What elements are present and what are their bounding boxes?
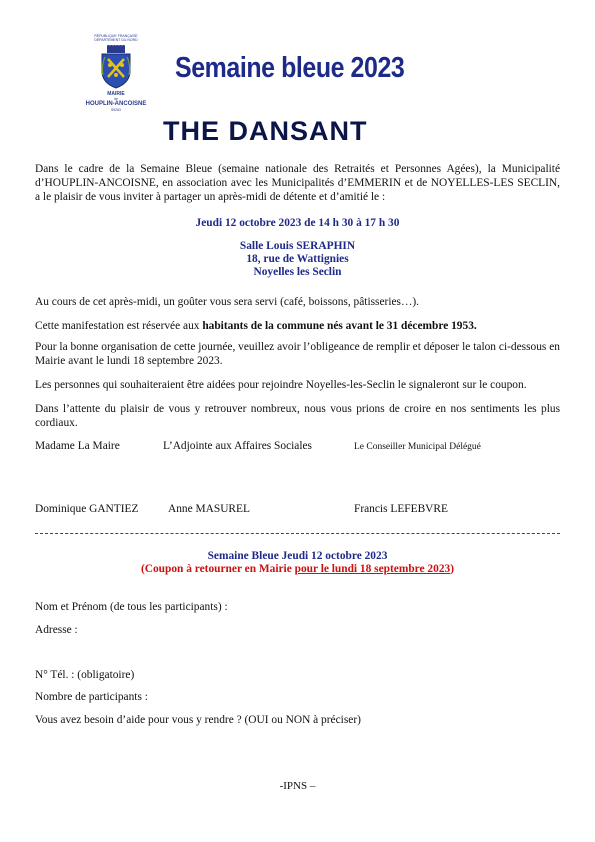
field-participants[interactable]: Nombre de participants : [35, 691, 148, 703]
footer-ipns: -IPNS – [279, 780, 316, 792]
reserved-paragraph [35, 319, 560, 333]
name-mayor: Dominique GANTIEZ [35, 503, 139, 515]
municipal-logo [80, 34, 152, 112]
venue-street: 18, rue de Wattignies [246, 253, 349, 265]
logo-mairie: MAIRIE [107, 91, 125, 97]
role-councillor: Le Conseiller Municipal Délégué [354, 442, 481, 452]
logo-department: DÉPARTEMENT DU NORD [94, 38, 138, 42]
intro-paragraph: Dans le cadre de la Semaine Bleue (semaine nationale des Retraités et Personnes Agées), la Municipalité d’HOUPLIN-ANCOISNE, en association avec les Municipalités d’EMMERIN et de NOYELLES-LES SECLIN, a le plaisir de vous inviter à partager un après-midi de détente et d’amitié le : [35, 163, 560, 203]
logo-de: de [114, 97, 118, 101]
name-deputy: Anne MASUREL [168, 503, 250, 515]
field-phone[interactable]: N° Tél. : (obligatoire) [35, 669, 135, 681]
event-date: Jeudi 12 octobre 2023 de 14 h 30 à 17 h 30 [195, 217, 400, 229]
venue-name: Salle Louis SERAPHIN [239, 240, 356, 252]
event-subtitle: THE DANSANT [163, 116, 368, 146]
logo-town: HOUPLIN-ANCOISNE [85, 101, 147, 107]
event-title: Semaine bleue 2023 [175, 52, 405, 84]
reserved-bold: habitants de la commune nés avant le 31 décembre 1953. [202, 320, 477, 332]
name-councillor: Francis LEFEBVRE [354, 503, 448, 515]
field-help[interactable]: Vous avez besoin d’aide pour vous y rendre ? (OUI ou NON à préciser) [35, 714, 361, 726]
help-paragraph: Les personnes qui souhaiteraient être aidées pour rejoindre Noyelles-les-Seclin le signaleront sur le coupon. [35, 379, 527, 391]
reserved-text: Cette manifestation est réservée aux [35, 320, 203, 332]
coupon-return-pre: (Coupon à retourner en Mairie [140, 563, 295, 575]
field-address[interactable]: Adresse : [35, 624, 78, 636]
field-names[interactable]: Nom et Prénom (de tous les participants) : [35, 601, 228, 613]
snack-paragraph: Au cours de cet après-midi, un goûter vous sera servi (café, boissons, pâtisseries…). [35, 296, 420, 308]
cut-line [35, 533, 560, 534]
coupon-title: Semaine Bleue Jeudi 12 octobre 2023 [207, 550, 388, 562]
logo-postcode: 59263 [111, 108, 121, 112]
closing-paragraph: Dans l’attente du plaisir de vous y retrouver nombreux, nous vous prions de croire en nos sentiments les plus cordiaux. [35, 403, 560, 429]
organisation-paragraph: Pour la bonne organisation de cette journée, veuillez avoir l’obligeance de remplir et déposer le talon ci-dessous en Mairie avant le lundi 18 septembre 2023. [35, 341, 560, 367]
role-mayor: Madame La Maire [35, 440, 120, 452]
coupon-return-deadline: pour le lundi 18 septembre 2023 [294, 563, 451, 575]
coupon-return-note [35, 563, 560, 577]
coat-of-arms-icon [99, 45, 133, 89]
role-deputy: L’Adjointe aux Affaires Sociales [163, 440, 312, 452]
logo-republic: RÉPUBLIQUE FRANÇAISE [94, 34, 138, 38]
coupon-return-post: ) [450, 563, 455, 575]
venue-city: Noyelles les Seclin [253, 266, 342, 278]
